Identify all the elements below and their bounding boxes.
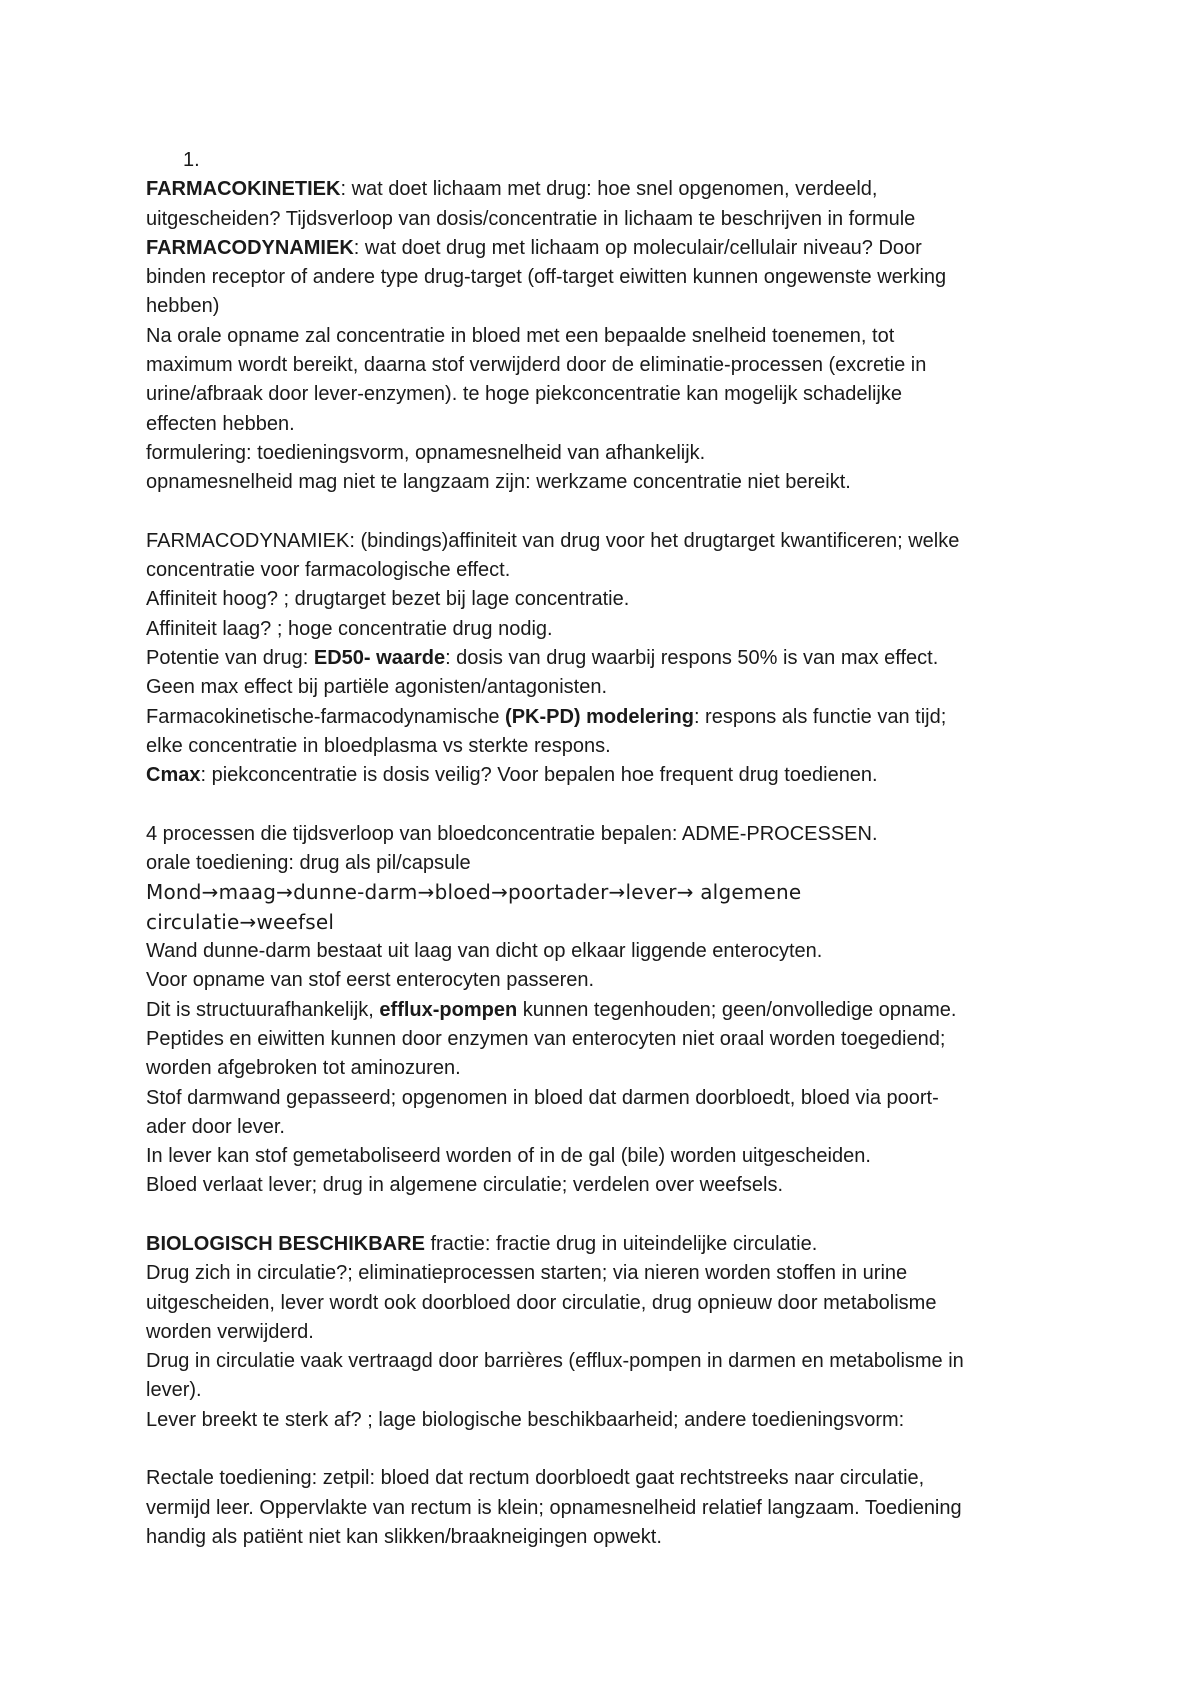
blank-line bbox=[146, 1201, 1066, 1230]
text-line: Bloed verlaat lever; drug in algemene circulatie; verdelen over weefsels. bbox=[146, 1174, 784, 1197]
text-line: FARMACODYNAMIEK: (bindings)affiniteit van drug voor het drugtarget kwantificeren; welke bbox=[146, 529, 960, 552]
document-body bbox=[146, 146, 1066, 1552]
text-line: Affiniteit laag? ; hoge concentratie drug nodig. bbox=[146, 617, 553, 640]
text-line: binden receptor of andere type drug-target (off-target eiwitten kunnen ongewenste werking bbox=[146, 266, 947, 289]
text-line: Drug in circulatie vaak vertraagd door barrières (efflux-pompen in darmen en metabolisme in bbox=[146, 1350, 964, 1373]
text-line: opnamesnelheid mag niet te langzaam zijn: werkzame concentratie niet bereikt. bbox=[146, 471, 851, 494]
term-pkpd: (PK-PD) modelering bbox=[505, 705, 694, 728]
text-line: effecten hebben. bbox=[146, 412, 295, 435]
text-line: elke concentratie in bloedplasma vs sterkte respons. bbox=[146, 734, 611, 757]
ed50-line: Potentie van drug: ED50- waarde: dosis van drug waarbij respons 50% is van max effect. bbox=[146, 647, 939, 670]
blank-line bbox=[146, 791, 1066, 820]
text-line: Wand dunne-darm bestaat uit laag van dicht op elkaar liggende enterocyten. bbox=[146, 940, 823, 963]
text-line: worden verwijderd. bbox=[146, 1320, 314, 1343]
text-line: Na orale opname zal concentratie in bloed met een bepaalde snelheid toenemen, tot bbox=[146, 324, 895, 347]
text-line: Geen max effect bij partiële agonisten/antagonisten. bbox=[146, 676, 608, 699]
text-line: maximum wordt bereikt, daarna stof verwijderd door de eliminatie-processen (excretie in bbox=[146, 354, 927, 377]
text-line: orale toediening: drug als pil/capsule bbox=[146, 852, 471, 875]
text-line: uitgescheiden? Tijdsverloop van dosis/concentratie in lichaam te beschrijven in formule bbox=[146, 207, 916, 230]
text-line: urine/afbraak door lever-enzymen). te hoge piekconcentratie kan mogelijk schadelijke bbox=[146, 383, 902, 406]
blank-line bbox=[146, 1435, 1066, 1464]
text-line: 4 processen die tijdsverloop van bloedconcentratie bepalen: ADME-PROCESSEN. bbox=[146, 822, 878, 845]
text-line: formulering: toedieningsvorm, opnamesnelheid van afhankelijk. bbox=[146, 441, 706, 464]
term-cmax: Cmax bbox=[146, 764, 201, 787]
term-farmacodynamiek: FARMACODYNAMIEK bbox=[146, 236, 354, 259]
text-line: vermijd leer. Oppervlakte van rectum is klein; opnamesnelheid relatief langzaam. Toediening bbox=[146, 1496, 962, 1519]
text-line: Voor opname van stof eerst enterocyten passeren. bbox=[146, 969, 595, 992]
text-line: hebben) bbox=[146, 295, 220, 318]
blank-line bbox=[146, 498, 1066, 527]
route-line: Mond→maag→dunne-darm→bloed→poortader→lever→ algemene bbox=[146, 880, 802, 905]
pkpd-line: Farmacokinetische-farmacodynamische (PK-PD) modelering: respons als functie van tijd; bbox=[146, 705, 947, 728]
text-line: ader door lever. bbox=[146, 1115, 285, 1138]
text-line: Lever breekt te sterk af? ; lage biologische beschikbaarheid; andere toedieningsvorm: bbox=[146, 1408, 905, 1431]
text-line: Peptides en eiwitten kunnen door enzymen van enterocyten niet oraal worden toegediend; bbox=[146, 1027, 946, 1050]
efflux-line: Dit is structuurafhankelijk, efflux-pompen kunnen tegenhouden; geen/onvolledige opname. bbox=[146, 998, 957, 1021]
text-line: lever). bbox=[146, 1379, 202, 1402]
text-line: uitgescheiden, lever wordt ook doorbloed door circulatie, drug opnieuw door metabolisme bbox=[146, 1291, 937, 1314]
text-line: In lever kan stof gemetaboliseerd worden of in de gal (bile) worden uitgescheiden. bbox=[146, 1145, 871, 1168]
text-line: Rectale toediening: zetpil: bloed dat rectum doorbloedt gaat rechtstreeks naar circulatie, bbox=[146, 1467, 925, 1490]
text-line: handig als patiënt niet kan slikken/braakneigingen opwekt. bbox=[146, 1525, 662, 1548]
term-ed50: ED50- waarde bbox=[313, 647, 446, 670]
text-line: concentratie voor farmacologische effect. bbox=[146, 559, 511, 582]
paragraph-farmacodynamiek-line: FARMACODYNAMIEK: wat doet drug met lichaam op moleculair/cellulair niveau? Door bbox=[146, 236, 922, 259]
term-biologisch-beschikbare: BIOLOGISCH BESCHIKBARE bbox=[146, 1232, 425, 1255]
text-line: Affiniteit hoog? ; drugtarget bezet bij lage concentratie. bbox=[146, 588, 630, 611]
biologisch-line: BIOLOGISCH BESCHIKBARE fractie: fractie drug in uiteindelijke circulatie. bbox=[146, 1232, 818, 1255]
term-farmacokinetiek: FARMACOKINETIEK bbox=[146, 178, 341, 201]
paragraph-farmacokinetiek-line: FARMACOKINETIEK: wat doet lichaam met drug: hoe snel opgenomen, verdeeld, bbox=[146, 178, 878, 201]
text-line: Stof darmwand gepasseerd; opgenomen in bloed dat darmen doorbloedt, bloed via poort- bbox=[146, 1086, 939, 1109]
text-line: Drug zich in circulatie?; eliminatieprocessen starten; via nieren worden stoffen in urine bbox=[146, 1262, 908, 1285]
cmax-line: Cmax: piekconcentratie is dosis veilig? Voor bepalen hoe frequent drug toedienen. bbox=[146, 764, 878, 787]
list-number: 1. bbox=[183, 149, 200, 171]
text-line: worden afgebroken tot aminozuren. bbox=[146, 1057, 461, 1080]
route-line: circulatie→weefsel bbox=[146, 909, 335, 934]
term-efflux-pompen: efflux-pompen bbox=[379, 998, 518, 1021]
